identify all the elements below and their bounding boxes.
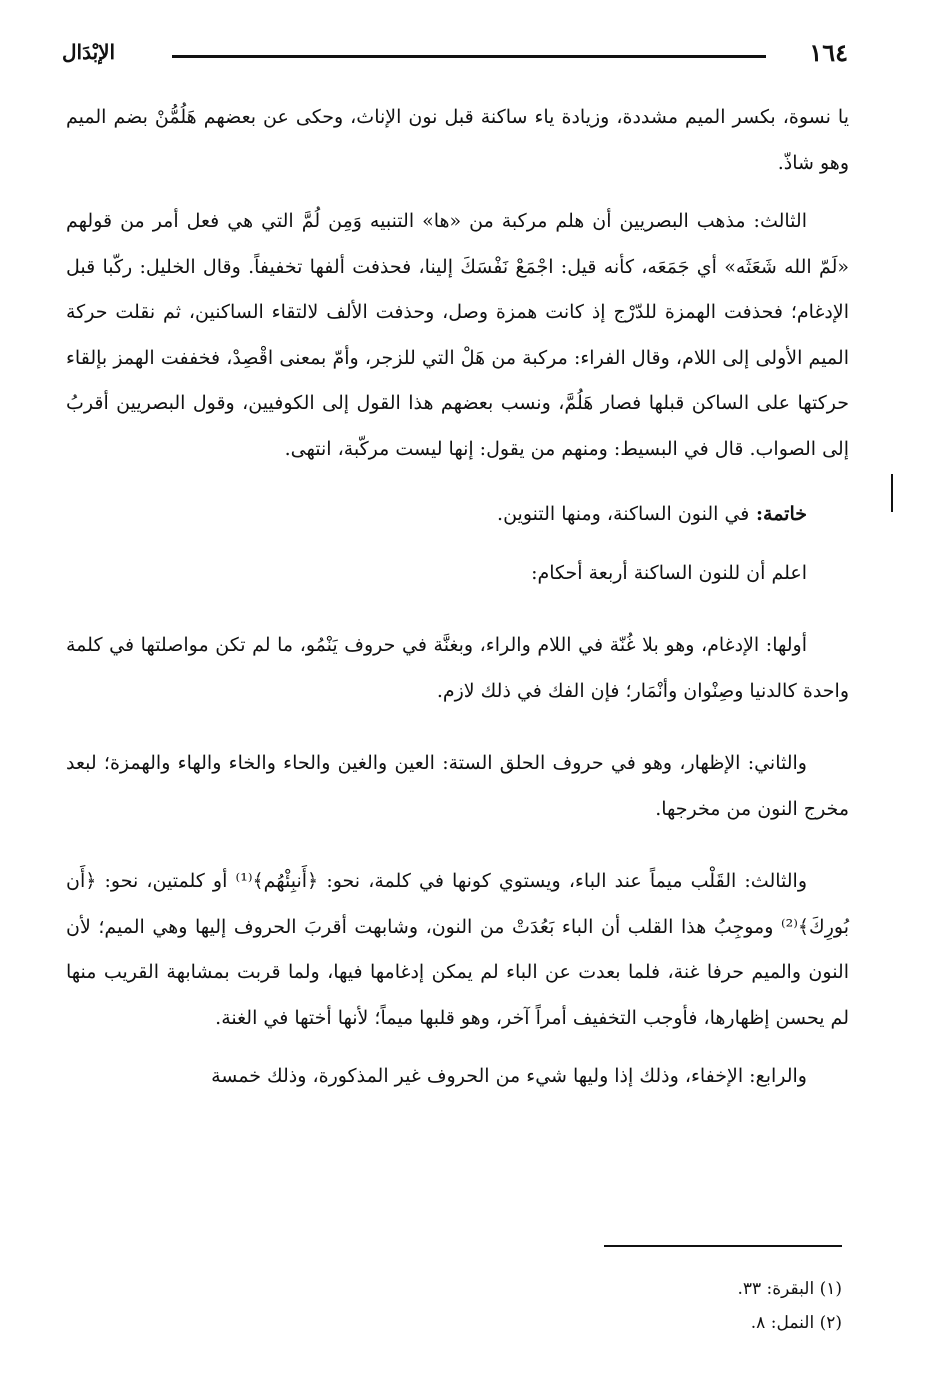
paragraph-text: والثالث: القَلْب ميماً عند الباء، ويستوي كونها في كلمة، نحو: ﴿أَنبِئْهُم﴾⁽¹⁾ أو كلمتين، نحو: ﴿أَن بُورِكَ﴾⁽²⁾ وموجِبُ هذا القلب أن الباء بَعُدَتْ من النون، وشابهت أقربَ الحروف إليها وهي الميم؛ لأن النون والميم حرفا غنة، فلما بعدت عن الباء لم يمكن إدغامها فيها، ولما قربت بمشابهة القريب منها لم يحسن إظهارها، فأوجب التخفيف أمراً آخر، وهو قلبها ميماً؛ لأنها أختها في الغنة. bbox=[66, 870, 849, 1029]
footnote: (١) البقرة: ٣٣. bbox=[737, 1279, 842, 1299]
paragraph bbox=[66, 199, 849, 472]
footnote-rule bbox=[604, 1245, 842, 1247]
page-number: ١٦٤ bbox=[809, 38, 848, 67]
footnote: (٢) النمل: ٨. bbox=[750, 1313, 842, 1333]
paragraph-text: الثالث: مذهب البصريين أن هلم مركبة من «ها» التنبيه وَمِن لُمَّ التي هي فعل أمر من قولهم «لَمّ الله شَعَثَه» أي جَمَعَه، كأنه قيل: اجْمَعْ نَفْسَكَ إلينا، فحذفت ألفها تخفيفاً. وقال الخليل: ركّبا قبل الإدغام؛ فحذفت الهمزة للدّرْج إذ كانت همزة وصل، وحذفت الألف لالتقاء الساكنين، ثم نقلت حركة الميم الأولى إلى اللام، وقال الفراء: مركبة من هَلْ التي للزجر، وأمّ بمعنى اقْصِدْ، فخففت الهمز بإلقاء حركتها على الساكن قبلها فصار هَلُمَّ، ونسب بعضهم هذا القول إلى الكوفيين، وقول البصريين أقربُ إلى الصواب. قال في البسيط: ومنهم من يقول: إنها ليست مركّبة، انتهى. bbox=[66, 210, 849, 460]
page-header bbox=[62, 38, 848, 72]
paragraph-text: اعلم أن للنون الساكنة أربعة أحكام: bbox=[531, 561, 807, 584]
paragraph bbox=[66, 623, 849, 714]
footnotes bbox=[520, 1272, 842, 1340]
paragraph bbox=[66, 551, 849, 597]
paragraph-lead: خاتمة: bbox=[749, 503, 807, 525]
paragraph bbox=[66, 95, 849, 186]
paragraph-text: والثاني: الإظهار، وهو في حروف الحلق الستة: العين والغين والحاء والخاء والهاء والهمزة؛ لبعد مخرج النون من مخرجها. bbox=[66, 752, 849, 820]
paragraph-text: والرابع: الإخفاء، وذلك إذا وليها شيء من الحروف غير المذكورة، وذلك خمسة bbox=[211, 1065, 807, 1087]
header-rule bbox=[172, 55, 766, 58]
running-title: الإبْدَال bbox=[62, 40, 116, 64]
paragraph-text: في النون الساكنة، ومنها التنوين. bbox=[497, 503, 750, 525]
paragraph-text: أولها: الإدغام، وهو بلا غُنّة في اللام والراء، وبغنَّة في حروف يَنْمُو، ما لم تكن مواصلتها في كلمة واحدة كالدنيا وصِنْوان وأنْمَار؛ فإن الفك في ذلك لازم. bbox=[66, 634, 849, 702]
paragraph-text: يا نسوة، بكسر الميم مشددة، وزيادة ياء ساكنة قبل نون الإناث، وحكى عن بعضهم هَلُمُّنْ بضم الميم وهو شاذّ. bbox=[66, 106, 849, 174]
paragraph bbox=[66, 492, 849, 538]
paragraph bbox=[66, 859, 849, 1041]
paragraph bbox=[66, 1054, 849, 1100]
paragraph bbox=[66, 741, 849, 832]
margin-mark bbox=[891, 474, 893, 512]
main-text bbox=[66, 95, 849, 1100]
